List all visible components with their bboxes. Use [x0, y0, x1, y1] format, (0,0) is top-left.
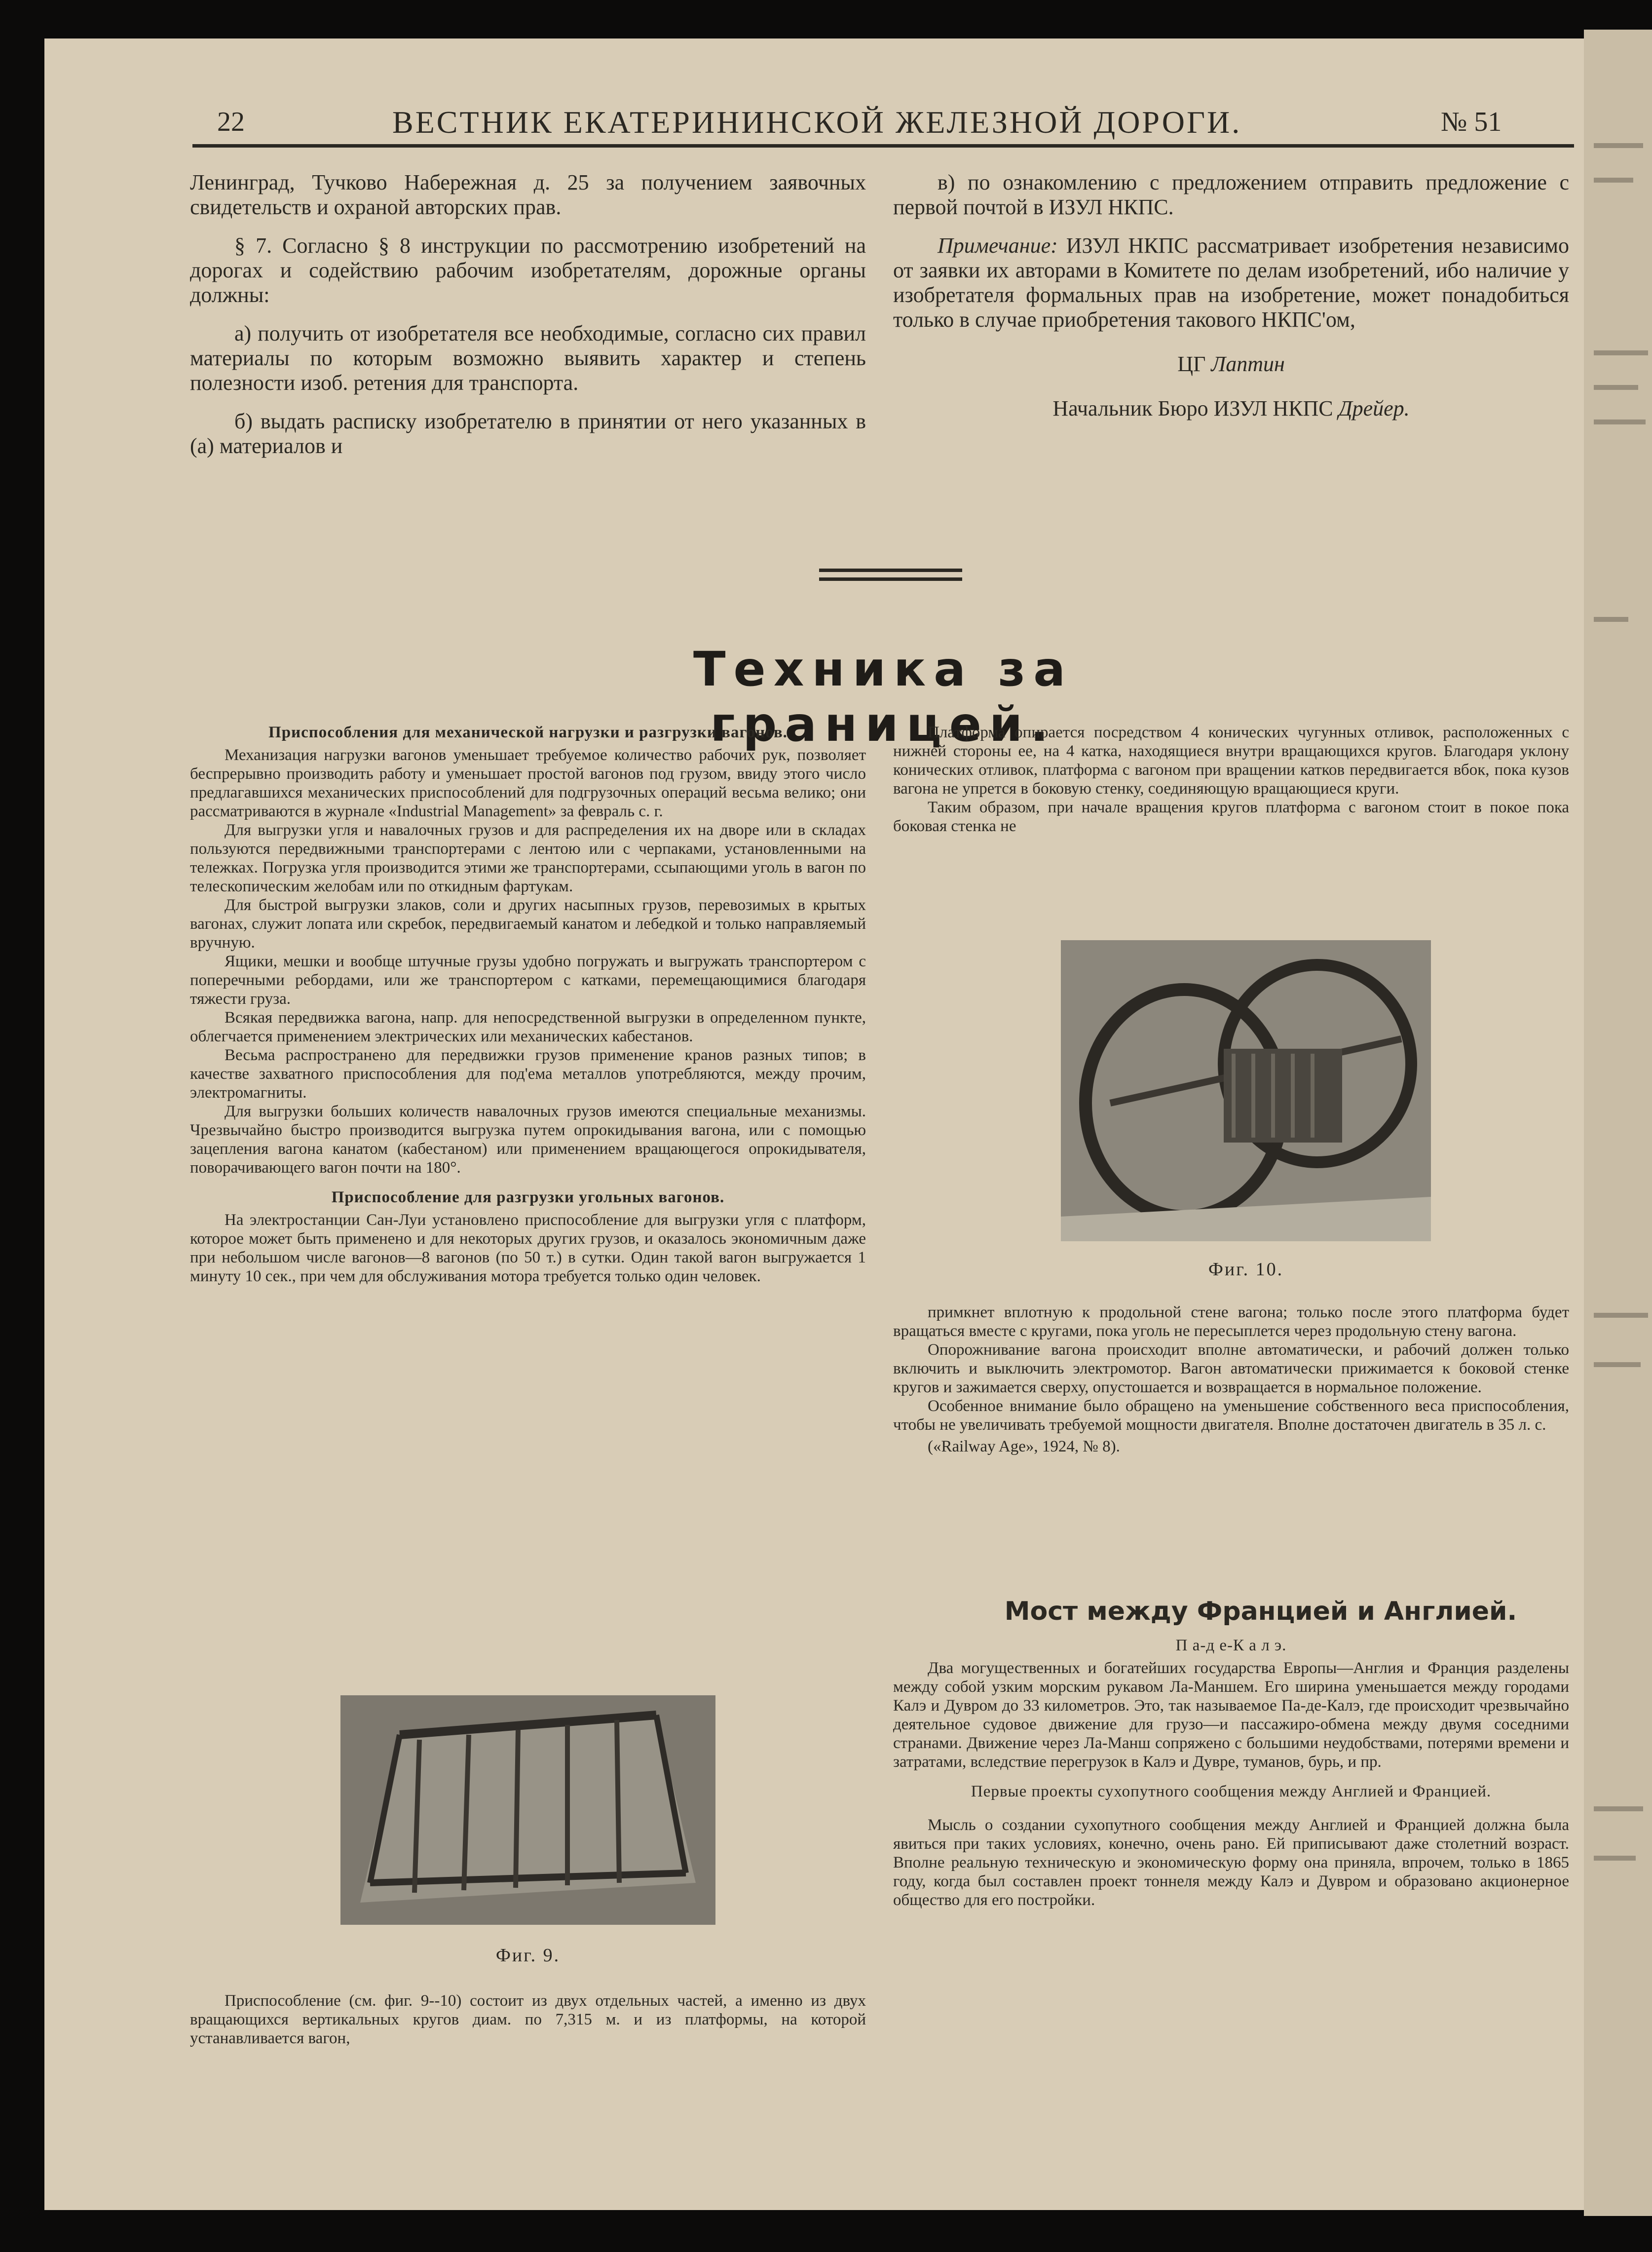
article-title-bridge: Мост между Францией и Англией.	[1004, 1597, 1517, 1626]
paragraph: Опорожнивание вагона происходит вполне автоматически, и рабочий должен только включить и выключить электромотор. Вагон автоматически прижимается к боковой стенке кругов и зажимается сверху, опустошается и возвращается в нормальное положение.	[893, 1341, 1569, 1396]
note-label: Примечание:	[938, 233, 1058, 258]
header-rule	[192, 144, 1574, 148]
figure-9-caption: Фиг. 9.	[495, 1945, 561, 1966]
article-subheading: Первые проекты сухопутного сообщения между Англией и Францией.	[971, 1783, 1492, 1800]
paragraph: Мысль о создании сухопутного сообщения между Англией и Францией должна была явиться при таких условиях, конечно, очень рано. Ей приписывают даже столетний возраст. Вполне реальную техническую и экономическую форму она приняла, впрочем, только в 1865 году, когда был составлен проект тоннеля между Калэ и Дувром и образовано акционерное общество для его постройки.	[893, 1816, 1569, 1909]
issue-number: № 51	[1441, 107, 1502, 137]
page-header	[175, 101, 1572, 146]
paragraph: в) по ознакомлению с предложением отправить предложение с первой почтой в ИЗУЛ НКПС.	[893, 170, 1569, 219]
figure-10-photo	[1061, 940, 1431, 1241]
paragraph: Ленинград, Тучково Набережная д. 25 за получением заявочных свидетельств и охраной авторских прав.	[190, 170, 866, 219]
paragraph: б) выдать расписку изобретателю в принятии от него указанных в (а) материалов и	[190, 409, 866, 458]
paragraph: Ящики, мешки и вообще штучные грузы удобно погружать и выгружать транспортером с поперечными ребордами, или же транспортером с катками, перемещающимися благодаря тяжести груза.	[190, 953, 866, 1008]
adjacent-page-edge	[1584, 30, 1652, 2216]
source-citation: («Railway Age», 1924, № 8).	[928, 1438, 1120, 1455]
paragraph: Два могущественных и богатейших государства Европы—Англия и Франция разделены между собой узким морским рукавом Ла-Маншем. Его ширина уменьшается между городами Калэ и Дувром до 33 километров. Это, так называемое Па-де-Калэ, где происходит чрезвычайно деятельное судовое движение для грузо—и пассажиро-обмена между двумя соседними странами. Движение через Ла-Манш сопряжено с большими неудобствами, потерями времени и затратами, вследствие перегрузок в Калэ и Дувре, туманов, бурь, и пр.	[893, 1659, 1569, 1771]
paragraph: На электростанции Сан-Луи установлено приспособление для выгрузки угля с платформ, которое может быть применено и для некоторых других грузов, и оказалось экономичным даже при небольшом числе вагонов—8 вагонов (по 50 т.) в сутки. Один такой вагон выгружается 1 минуту 10 сек., при чем для обслуживания мотора требуется только один человек.	[190, 1211, 866, 1285]
article-subtitle: П а-д е-К а л э.	[1175, 1637, 1287, 1654]
section-divider	[819, 577, 962, 581]
top-left-column	[190, 170, 866, 472]
note-paragraph	[893, 233, 1569, 332]
paragraph: Для выгрузки угля и навалочных грузов и для распределения их на дворе или в складах пользуются передвижными транспортерами с лентою или с черпаками, установленными на тележках. Погрузка угля производится этими же транспортерами, ссыпающими уголь в вагон по телескопическим желобам или по откидным фартукам.	[190, 821, 866, 895]
bridge-article-column	[893, 1636, 1569, 1909]
signature-2: Начальник Бюро ИЗУЛ НКПС Дрейер.	[1052, 396, 1410, 420]
paragraph: Для выгрузки больших количеств навалочных грузов имеются специальные механизмы. Чрезвычайно быстро производится выгрузка путем опрокидывания вагона, или с помощью зацепления вагона канатом (кабестаном) или применением вращающегося опрокидывателя, поворачивающего вагон почти на 180°.	[190, 1103, 866, 1177]
section-divider	[819, 569, 962, 572]
paragraph: а) получить от изобретателя все необходимые, согласно сих правил материалы по которым возможно выявить характер и степень полезности изоб. ретения для транспорта.	[190, 321, 866, 395]
figure-9-photo	[340, 1695, 715, 1925]
paragraph: Всякая передвижка вагона, напр. для непосредственной выгрузки в определенном пункте, облегчается применением электрических или механических кабестанов.	[190, 1009, 866, 1045]
section-title: Техника за границей.	[693, 642, 1074, 752]
paragraph: Для быстрой выгрузки злаков, соли и других насыпных грузов, перевозимых в крытых вагонах, служит лопата или скребок, передвигаемый канатом и лебедкой и только направляемый вручную.	[190, 896, 866, 952]
paragraph: Особенное внимание было обращено на уменьшение собственного веса приспособления, чтобы не увеличивать требуемой мощности двигателя. Вполне достаточен двигатель в 35 л. с.	[893, 1397, 1569, 1434]
figure-10-caption: Фиг. 10.	[1208, 1259, 1284, 1280]
top-right-column	[893, 170, 1569, 435]
page-number: 22	[217, 107, 245, 137]
paragraph: Механизация нагрузки вагонов уменьшает требуемое количество рабочих рук, позволяет беспрерывно производить работу и уменьшает простой вагонов под грузом, ввиду этого число предлагавшихся механических приспособлений для подгрузочных операций весьма велико; они рассматриваются в журнале «Industrial Management» за февраль с. г.	[190, 746, 866, 820]
right-article-column	[893, 723, 1569, 836]
paragraph: примкнет вплотную к продольной стене вагона; только после этого платформа будет вращаться вместе с кругами, пока уголь не пересыплется через продольную стену вагона.	[893, 1303, 1569, 1340]
note-text: ИЗУЛ НКПС рассматривает изобретения независимо от заявки их авторами в Комитете по делам изобретений, ибо наличие у изобретателя формальных прав на изобретение, может понадобиться только в случае приобретения такового НКПС'ом,	[893, 233, 1569, 332]
left-article-column	[190, 723, 866, 1286]
paragraph: Платформа опирается посредством 4 конических чугунных отливок, расположенных с нижней стороны ее, на 4 катка, находящиеся внутри вращающихся кругов. Благодаря уклону конических отливок, платформа с вагоном при вращении катков передвигается вбок, пока кузов вагона не упрется в боковую стенку, соединяющую вращающиеся круги.	[893, 724, 1569, 798]
paragraph: Таким образом, при начале вращения кругов платформа с вагоном стоит в покое пока боковая стенка не	[893, 799, 1569, 835]
left-article-continuation	[190, 1991, 866, 2048]
paragraph: Весьма распространено для передвижки грузов применение кранов разных типов; в качестве захватного приспособления для под'ема металлов употребляются, между прочим, электромагниты.	[190, 1046, 866, 1102]
article-heading: Приспособление для разгрузки угольных вагонов.	[331, 1188, 725, 1206]
paragraph: § 7. Согласно § 8 инструкции по рассмотрению изобретений на дорогах и содействию рабочим изобретателям, дорожные органы должны:	[190, 233, 866, 307]
right-article-continuation	[893, 1303, 1569, 1456]
publication-title: ВЕСТНИК ЕКАТЕРИНИНСКОЙ ЖЕЛЕЗНОЙ ДОРОГИ.	[392, 105, 1242, 140]
article-heading: Приспособления для механической нагрузки и разгрузки вагонов.	[268, 724, 788, 741]
paragraph: Приспособление (см. фиг. 9--10) состоит из двух отдельных частей, а именно из двух вращающихся вертикальных кругов диам. по 7,315 м. и из платформы, на которой устанавливается вагон,	[190, 1992, 866, 2047]
signature-1: ЦГ Лаптин	[1177, 352, 1285, 376]
